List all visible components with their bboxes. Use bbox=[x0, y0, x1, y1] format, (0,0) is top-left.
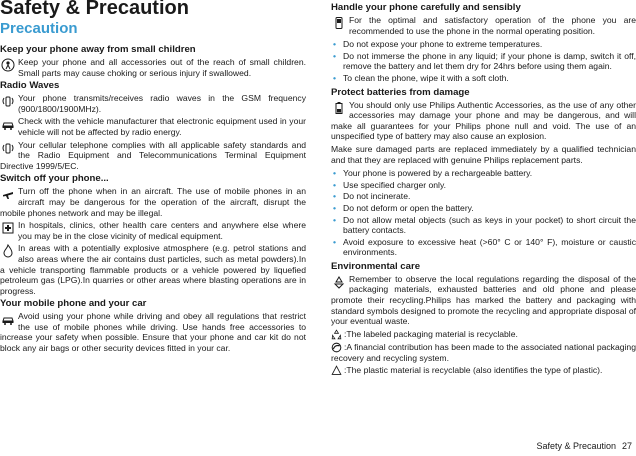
heading-phone-car: Your mobile phone and your car bbox=[0, 298, 147, 310]
paragraph-batteries-2: Make sure damaged parts are replaced immediately by a qualified technician and that they are replaced with genuine Philips replacement parts. bbox=[331, 143, 636, 165]
page-title: Safety & Precaution bbox=[0, 0, 189, 19]
list-item: • Do not expose your phone to extreme temperatures. bbox=[331, 39, 636, 50]
paragraph-environment-4: :The plastic material is recyclable (also identifies the type of plastic). bbox=[331, 365, 636, 376]
paragraph-batteries-1: You should only use Philips Authentic Accessories, as the use of any other accessories may damage your phone and may be dangerous, and will make all guarantees for your Philips phone null and void. The use of an unspecified type of battery may also cause an explosion. bbox=[331, 99, 636, 142]
list-item: • Use specified charger only. bbox=[331, 180, 636, 191]
hospital-icon bbox=[1, 221, 15, 235]
radio-wave-icon bbox=[1, 94, 15, 108]
list-item: • Avoid exposure to excessive heat (>60° C or 140° F), moisture or caustic environments. bbox=[331, 237, 636, 258]
page-number: 27 bbox=[621, 441, 632, 451]
page-footer bbox=[536, 441, 632, 452]
heading-switch-off: Switch off your phone... bbox=[0, 173, 109, 185]
radio-wave-icon bbox=[1, 187, 15, 201]
car-icon bbox=[1, 117, 15, 131]
paragraph-radio-2: Check with the vehicle manufacturer that electronic equipment used in your vehicle will not be affected by radio energy. bbox=[0, 116, 306, 137]
fire-icon bbox=[1, 244, 15, 258]
paragraph-environment-1: Remember to observe the local regulations regarding the disposal of the packaging materials, exhausted batteries and old phone and please promote their recycling.Philips has marked the battery and packaging with standard symbols designed to promote the recycling and appropriate disposal of your eventual waste. bbox=[331, 273, 636, 327]
batteries-list bbox=[331, 168, 636, 258]
phone-handle-icon bbox=[332, 16, 346, 30]
child-warning-icon bbox=[1, 58, 15, 72]
recycle-icon bbox=[332, 275, 346, 289]
list-item: • Do not deform or open the battery. bbox=[331, 203, 636, 214]
list-item: • Do not incinerate. bbox=[331, 191, 636, 202]
section-title: Precaution bbox=[0, 20, 78, 37]
footer-label: Safety & Precaution bbox=[536, 441, 616, 451]
heading-environmental-care: Environmental care bbox=[331, 260, 421, 272]
paragraph-environment-2: :The labeled packaging material is recyclable. bbox=[331, 329, 636, 340]
paragraph-phone-car: Avoid using your phone while driving and obey all regulations that restrict the use of mobile phones while driving. Use hands free accessories to increase your safety when possible. Ensure that your phone and car kit do not block any air bags or other security devices fitted in your car. bbox=[0, 311, 306, 354]
list-item: • To clean the phone, wipe it with a soft cloth. bbox=[331, 73, 636, 84]
list-item: • Your phone is powered by a rechargeable battery. bbox=[331, 168, 636, 179]
paragraph-radio-1: Your phone transmits/receives radio waves in the GSM frequency (900/1800/1900MHz). bbox=[0, 93, 306, 114]
paragraph-switch-off-3: In areas with a potentially explosive atmosphere (e.g. petrol stations and also areas where the air contains dust particles, such as metal powders).In a vehicle transporting flammable products or a vehicle powered by liquefied petroleum gas (LPG).In quarries or other areas where blasting operations are in progress. bbox=[0, 243, 306, 296]
plastic-triangle-icon bbox=[331, 365, 342, 376]
left-column bbox=[0, 42, 306, 356]
paragraph-switch-off-1: Turn off the phone when in an aircraft. The use of mobile phones in an aircraft may be dangerous for the operation of the aircraft, disrupt the mobile phones network and may be illegal. bbox=[0, 186, 306, 218]
green-dot-icon bbox=[331, 342, 342, 353]
heading-small-children: Keep your phone away from small children bbox=[0, 44, 196, 55]
paragraph-switch-off-2: In hospitals, clinics, other health care centers and anywhere else where you may be in the close vicinity of medical equipment. bbox=[0, 220, 306, 241]
heading-handle-phone: Handle your phone carefully and sensibly bbox=[331, 2, 521, 13]
right-column bbox=[331, 0, 636, 378]
list-item: • Do not allow metal objects (such as keys in your pocket) to short circuit the battery contacts. bbox=[331, 215, 636, 236]
list-item: • Do not immerse the phone in any liquid; if your phone is damp, switch it off, remove the battery and let them dry for 24hrs before using them again. bbox=[331, 51, 636, 72]
heading-protect-batteries: Protect batteries from damage bbox=[331, 86, 470, 98]
heading-radio-waves: Radio Waves bbox=[0, 80, 60, 92]
paragraph-environment-3: :A financial contribution has been made to the associated national packaging recovery and recycling system. bbox=[331, 341, 636, 363]
car-icon bbox=[1, 312, 15, 326]
recycle-icon bbox=[331, 329, 342, 340]
handle-phone-list bbox=[331, 39, 636, 83]
radio-wave-icon bbox=[1, 141, 15, 155]
paragraph-handle-phone: For the optimal and satisfactory operation of the phone you are recommended to use the phone in the normal operating position. bbox=[331, 15, 636, 36]
paragraph-small-children: Keep your phone and all accessories out of the reach of small children. Small parts may cause choking or serious injury if swallowed. bbox=[0, 57, 306, 78]
battery-icon bbox=[332, 101, 346, 115]
paragraph-radio-3: Your cellular telephone complies with all applicable safety standards and the Radio Equipment and Telecommunications Terminal Equipment Directive 1999/5/EC. bbox=[0, 139, 306, 171]
